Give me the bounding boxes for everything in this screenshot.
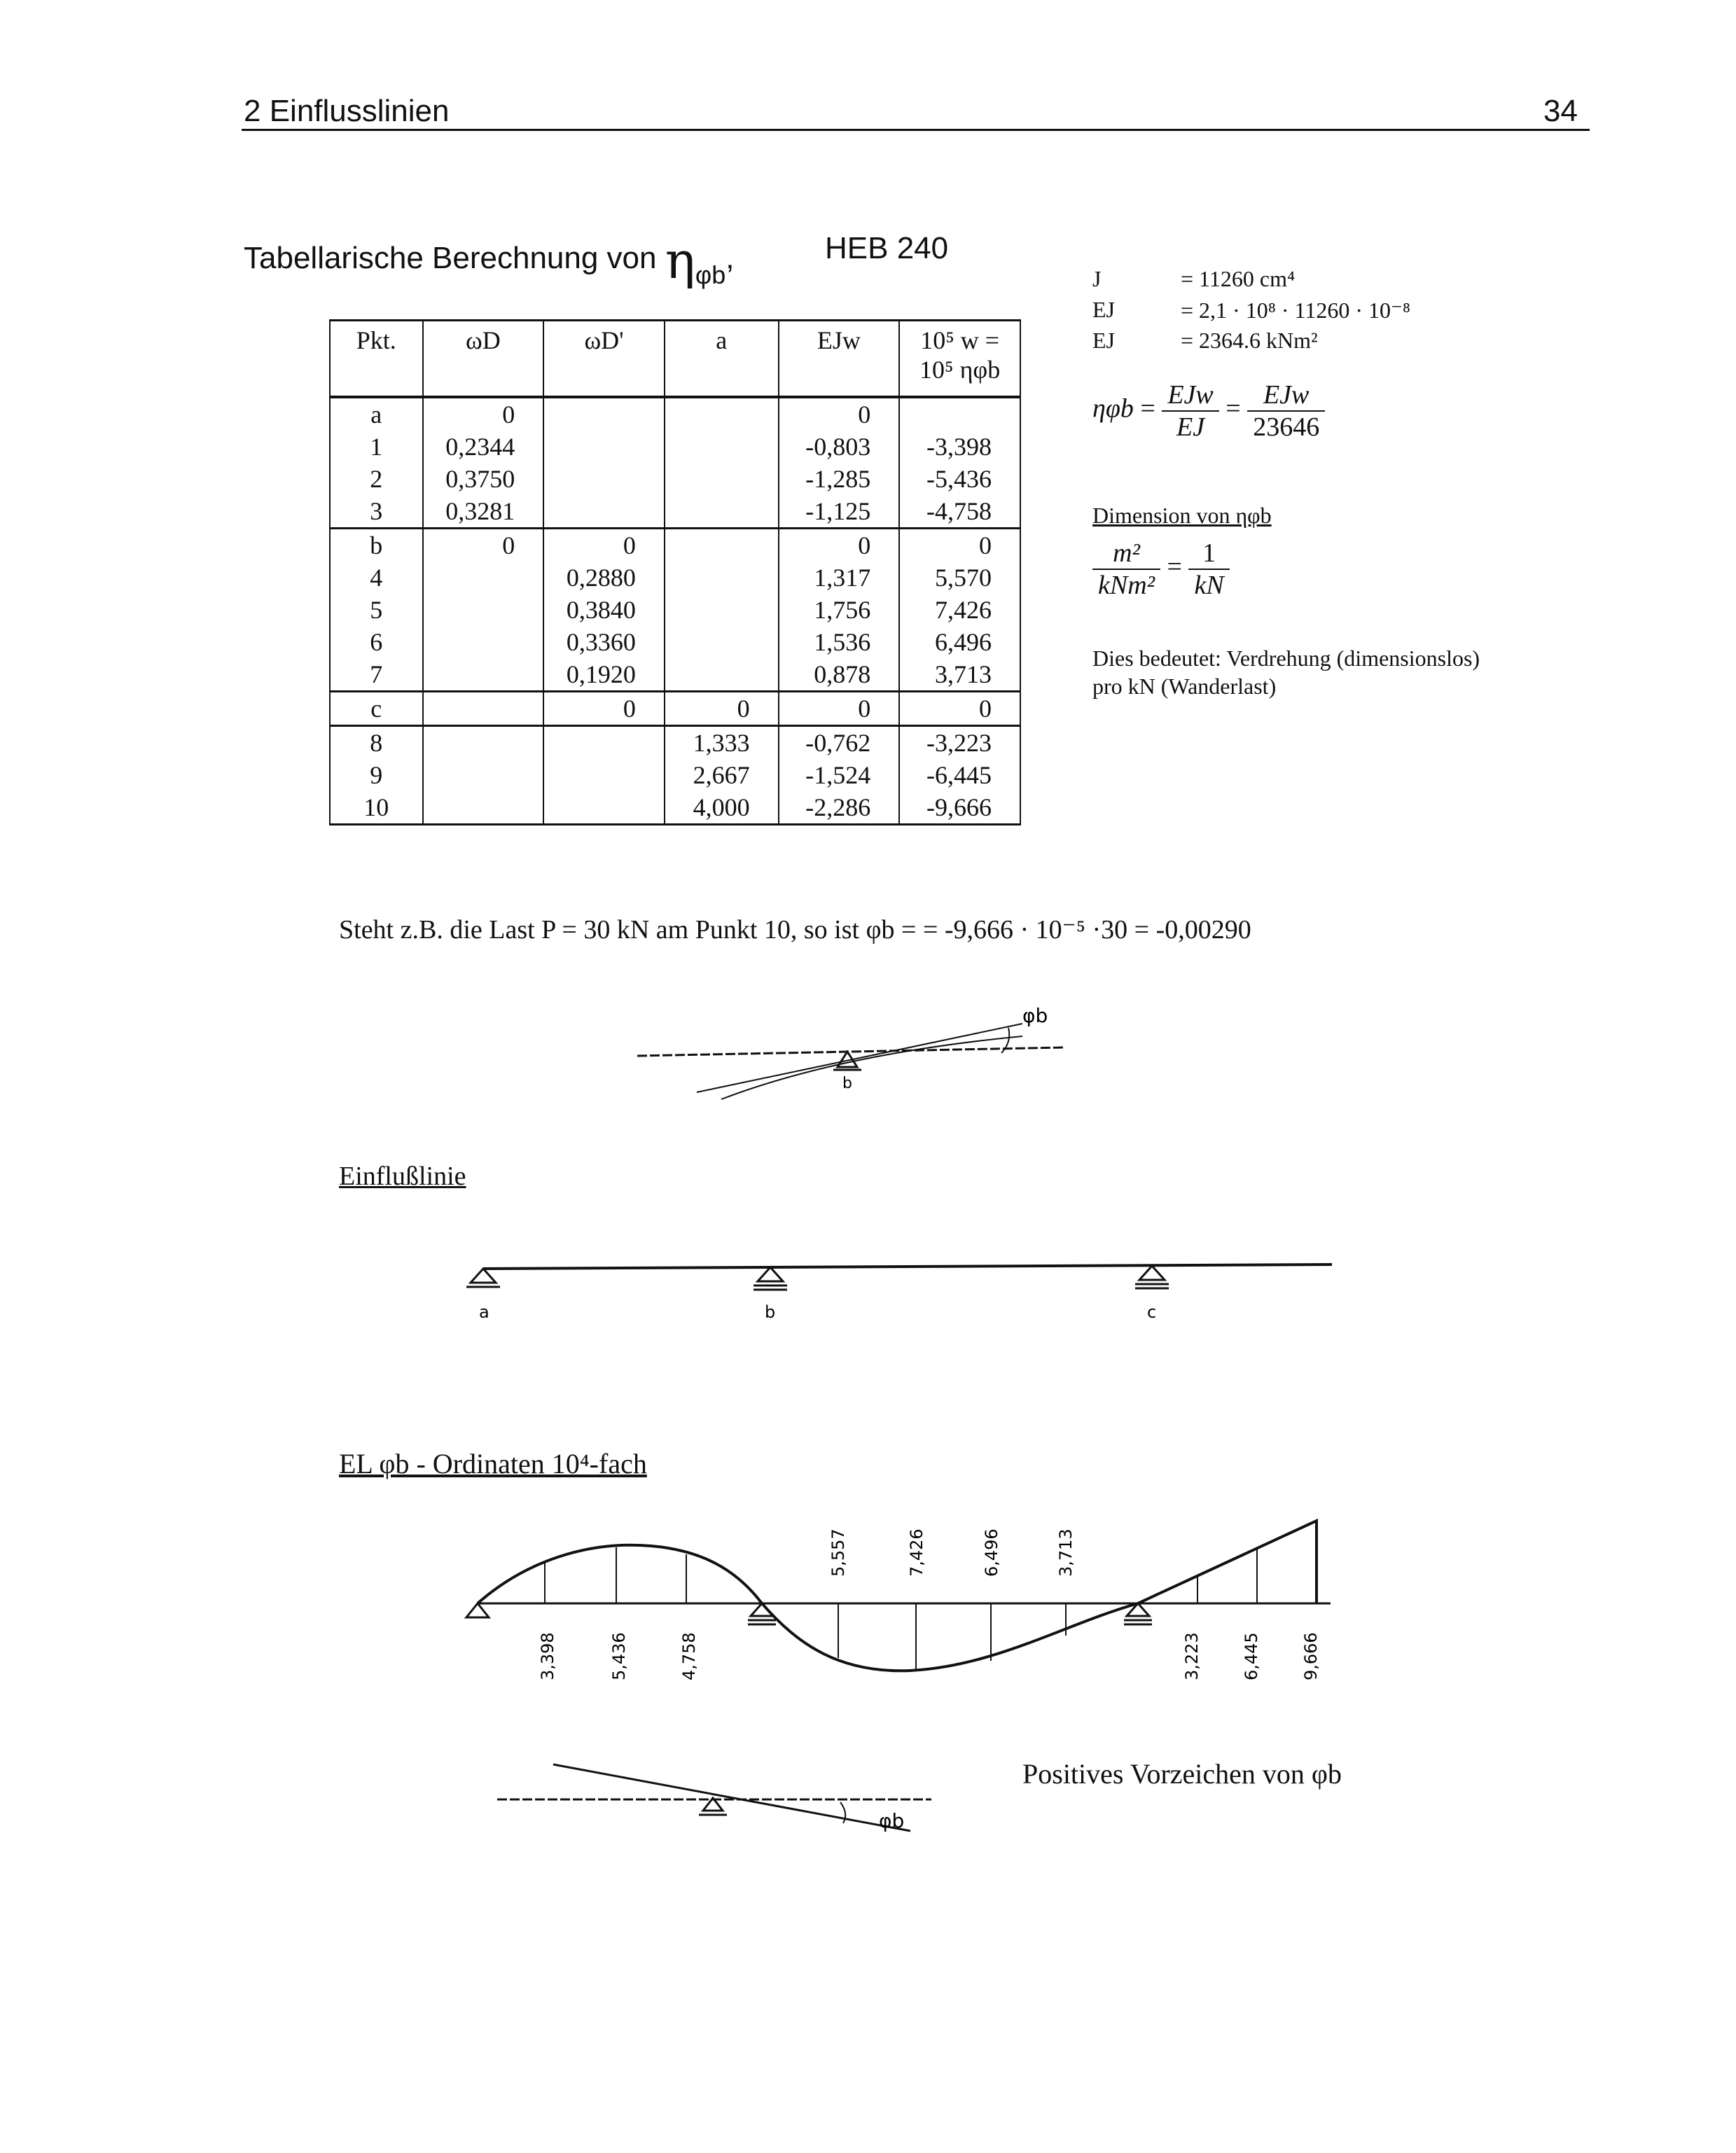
table-row xyxy=(330,594,1020,626)
neg-label-2: 5,436 xyxy=(609,1632,629,1680)
table-cell: 0,3281 xyxy=(423,495,544,529)
chapter-header: 2 Einflusslinien xyxy=(244,94,450,128)
table-cell: 1,317 xyxy=(779,562,900,594)
angle-label: φb xyxy=(1022,1004,1048,1027)
influence-label: Einflußlinie xyxy=(339,1162,466,1191)
header-eta: 10⁵ w = 10⁵ ηφb xyxy=(899,321,1020,398)
table-cell: -1,285 xyxy=(779,463,900,495)
table-cell: 0 xyxy=(779,529,900,562)
section-title xyxy=(244,231,734,290)
neg-label-4: 3,223 xyxy=(1182,1632,1202,1680)
table-cell: 0,2880 xyxy=(543,562,665,594)
title-suffix: , xyxy=(725,241,735,275)
table-cell: 0,1920 xyxy=(543,658,665,692)
table-cell: -6,445 xyxy=(899,759,1020,791)
table-cell xyxy=(665,397,779,431)
table-cell xyxy=(543,495,665,529)
table-cell: 3 xyxy=(330,495,423,529)
el-diagram xyxy=(448,1498,1359,1708)
table-cell xyxy=(423,626,544,658)
formula-num1: EJw xyxy=(1162,379,1218,412)
formula-frac2 xyxy=(1247,379,1325,443)
table-cell: 0 xyxy=(543,529,665,562)
sign-diagram xyxy=(490,1750,938,1848)
table-row xyxy=(330,692,1020,726)
table-cell xyxy=(423,594,544,626)
table-cell: -1,524 xyxy=(779,759,900,791)
table-row xyxy=(330,658,1020,692)
pos-label-2: 7,426 xyxy=(907,1528,926,1577)
table-cell: 0,2344 xyxy=(423,431,544,463)
table-cell: -0,803 xyxy=(779,431,900,463)
table-cell: c xyxy=(330,692,423,726)
dimension-frac1 xyxy=(1092,538,1160,601)
neg-label-3: 4,758 xyxy=(679,1632,699,1680)
table-cell: 6 xyxy=(330,626,423,658)
table-cell xyxy=(543,791,665,825)
table-cell xyxy=(423,791,544,825)
table-cell: 0 xyxy=(899,529,1020,562)
table-cell: 0 xyxy=(543,692,665,726)
table-row xyxy=(330,726,1020,760)
table-row xyxy=(330,791,1020,825)
rotated-line xyxy=(697,1024,1022,1092)
table-cell: 0,3750 xyxy=(423,463,544,495)
dimension-num: m² xyxy=(1092,538,1160,570)
table-row xyxy=(330,626,1020,658)
table-cell xyxy=(423,692,544,726)
table-cell: -1,125 xyxy=(779,495,900,529)
table-header-row xyxy=(330,321,1020,398)
table-row xyxy=(330,562,1020,594)
el-support-a xyxy=(466,1603,489,1617)
title-prefix: Tabellarische Berechnung von xyxy=(244,241,665,275)
dimension-rhs-num: 1 xyxy=(1188,538,1229,570)
table-cell xyxy=(423,658,544,692)
table-cell xyxy=(665,431,779,463)
table-cell: 0,3360 xyxy=(543,626,665,658)
el-support-b xyxy=(748,1603,776,1624)
dimension-den: kNm² xyxy=(1098,571,1155,600)
support-b-label: b xyxy=(842,1075,852,1092)
header-a: a xyxy=(665,321,779,398)
dimension-frac2 xyxy=(1188,538,1229,601)
table-cell: 2,667 xyxy=(665,759,779,791)
formula-den2: 23646 xyxy=(1253,412,1320,442)
sign-caption: Positives Vorzeichen von φb xyxy=(1022,1758,1342,1790)
dimension-title: Dimension von ηφb xyxy=(1092,503,1272,528)
table-row xyxy=(330,495,1020,529)
profile-label: HEB 240 xyxy=(825,231,949,265)
support-a-label: a xyxy=(479,1302,489,1322)
table-body xyxy=(330,397,1020,825)
neg-label-6: 9,666 xyxy=(1301,1632,1321,1680)
beam-line xyxy=(483,1264,1332,1269)
rotation-diagram xyxy=(630,994,1092,1106)
table-cell xyxy=(899,397,1020,431)
formula-num2: EJw xyxy=(1247,379,1325,412)
eta-symbol: η xyxy=(665,231,695,290)
table-row xyxy=(330,529,1020,562)
values-table xyxy=(329,319,1021,825)
table-cell: 8 xyxy=(330,726,423,760)
const-j-value: = 11260 cm⁴ xyxy=(1181,266,1296,291)
table-cell: 10 xyxy=(330,791,423,825)
table-cell xyxy=(423,726,544,760)
table-cell: 0 xyxy=(899,692,1020,726)
sign-angle-arc xyxy=(840,1802,845,1823)
table-cell xyxy=(665,562,779,594)
table-cell: b xyxy=(330,529,423,562)
table-cell: -4,758 xyxy=(899,495,1020,529)
table-row xyxy=(330,463,1020,495)
table-cell xyxy=(423,562,544,594)
support-b xyxy=(754,1267,787,1290)
table-cell: 4,000 xyxy=(665,791,779,825)
pos-label-1: 5,557 xyxy=(828,1528,848,1577)
table-cell xyxy=(665,594,779,626)
formula-lhs: ηφb xyxy=(1092,393,1134,424)
header-ejw: EJw xyxy=(779,321,900,398)
pos-label-3: 6,496 xyxy=(982,1528,1001,1577)
dimension-formula xyxy=(1092,538,1230,601)
dimension-note-2: pro kN (Wanderlast) xyxy=(1092,674,1277,699)
neg-label-1: 3,398 xyxy=(538,1632,557,1680)
table-cell xyxy=(423,759,544,791)
table-cell: 2 xyxy=(330,463,423,495)
table-cell: -3,398 xyxy=(899,431,1020,463)
table-cell xyxy=(543,463,665,495)
table-cell: 4 xyxy=(330,562,423,594)
table-row xyxy=(330,397,1020,431)
sign-angle-label: φb xyxy=(879,1809,905,1832)
table-cell xyxy=(665,529,779,562)
table-cell: -2,286 xyxy=(779,791,900,825)
table-cell: a xyxy=(330,397,423,431)
table-cell: 3,713 xyxy=(899,658,1020,692)
header-omega-d: ωD xyxy=(423,321,544,398)
table-cell: 0 xyxy=(779,397,900,431)
table-cell: 6,496 xyxy=(899,626,1020,658)
const-ej2-label: EJ xyxy=(1092,328,1115,353)
formula-eq1: = xyxy=(1140,393,1155,424)
sign-rotated-line xyxy=(553,1764,910,1831)
page-number: 34 xyxy=(1543,94,1578,128)
table-cell xyxy=(543,397,665,431)
table-cell: -5,436 xyxy=(899,463,1020,495)
table-cell xyxy=(543,431,665,463)
table-cell: 1,333 xyxy=(665,726,779,760)
el-label: EL φb - Ordinaten 10⁴-fach xyxy=(339,1448,647,1479)
table-cell: 1,536 xyxy=(779,626,900,658)
table-cell: -9,666 xyxy=(899,791,1020,825)
table-cell xyxy=(665,626,779,658)
example-text: Steht z.B. die Last P = 30 kN am Punkt 10, so ist φb = = -9,666 · 10⁻⁵ ·30 = -0,00290 xyxy=(339,915,1251,945)
const-ej1-label: EJ xyxy=(1092,297,1115,322)
table-row xyxy=(330,759,1020,791)
table-cell: 0 xyxy=(423,529,544,562)
table-cell xyxy=(543,759,665,791)
table-cell: 0 xyxy=(779,692,900,726)
const-ej2-value: = 2364.6 kNm² xyxy=(1181,328,1318,353)
neg-label-5: 6,445 xyxy=(1242,1632,1261,1680)
table-cell: 1 xyxy=(330,431,423,463)
table-cell: 5 xyxy=(330,594,423,626)
dimension-rhs-den: kN xyxy=(1194,571,1224,600)
eta-subscript: φb xyxy=(695,260,726,289)
dimension-eq: = xyxy=(1167,552,1182,582)
table-cell: 0 xyxy=(665,692,779,726)
header-pkt: Pkt. xyxy=(330,321,423,398)
table-row xyxy=(330,431,1020,463)
table-cell: 1,756 xyxy=(779,594,900,626)
beam-diagram xyxy=(448,1246,1359,1330)
table-cell: 5,570 xyxy=(899,562,1020,594)
const-j-label: J xyxy=(1092,266,1102,291)
table-cell xyxy=(665,495,779,529)
table-cell xyxy=(665,463,779,495)
table-cell: 0,3840 xyxy=(543,594,665,626)
dimension-note-1: Dies bedeutet: Verdrehung (dimensionslos) xyxy=(1092,646,1480,671)
table-cell: 0 xyxy=(423,397,544,431)
support-b-label: b xyxy=(765,1302,776,1322)
support-c-label: c xyxy=(1147,1302,1157,1322)
support-c xyxy=(1135,1266,1169,1288)
table-cell: 9 xyxy=(330,759,423,791)
axis-line xyxy=(637,1047,1064,1056)
table-cell xyxy=(665,658,779,692)
table-cell: 7,426 xyxy=(899,594,1020,626)
header-omega-d-prime: ωD' xyxy=(543,321,665,398)
eta-formula xyxy=(1092,379,1325,443)
const-ej1-value: = 2,1 · 10⁸ · 11260 · 10⁻⁸ xyxy=(1181,298,1411,323)
table-cell: -0,762 xyxy=(779,726,900,760)
table-cell xyxy=(543,726,665,760)
pos-label-4: 3,713 xyxy=(1056,1528,1076,1577)
header-rule xyxy=(242,129,1590,131)
formula-den1: EJ xyxy=(1176,412,1205,442)
deflected-curve xyxy=(721,1036,1022,1099)
table-cell: 0,878 xyxy=(779,658,900,692)
formula-eq2: = xyxy=(1225,393,1241,424)
table-cell: -3,223 xyxy=(899,726,1020,760)
support-a xyxy=(466,1269,500,1287)
formula-frac1 xyxy=(1162,379,1218,443)
table-cell: 7 xyxy=(330,658,423,692)
